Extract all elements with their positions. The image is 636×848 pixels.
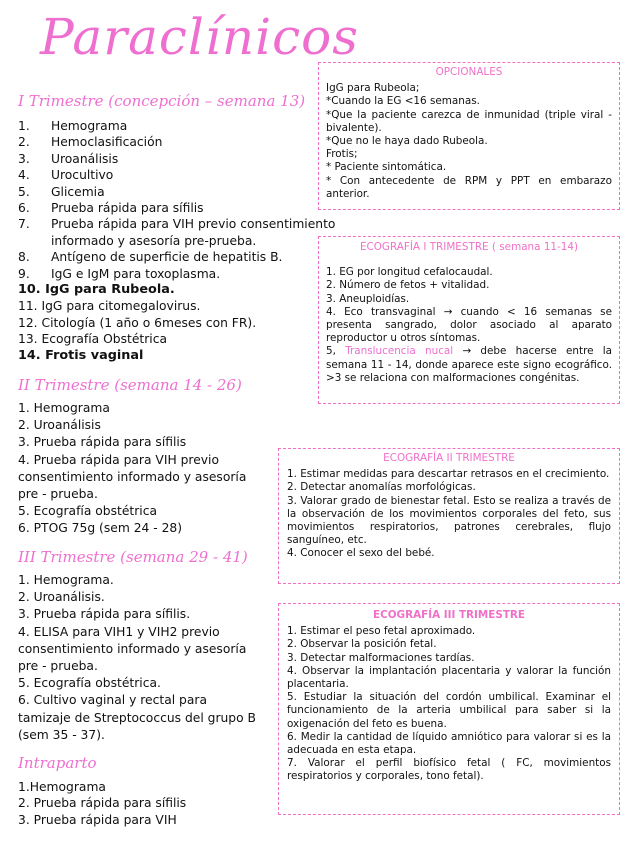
list-item: 6. Cultivo vaginal y rectal para tamizaje de Streptococcus del grupo B (sem 35 - 37). (18, 693, 256, 742)
item-number: 13. (18, 332, 38, 347)
item-number: 12. (18, 315, 38, 330)
box-line: 4. Observar la implantación placentaria y valorar la función placentaria. (287, 664, 611, 691)
item-text: Ecografía Obstétrica (41, 332, 167, 347)
list-item: 3. Prueba rápida para VIH (18, 812, 177, 827)
box-line: *Que la paciente carezca de inmunidad (triple viral - bivalente). (326, 108, 612, 134)
list-item: 4. ELISA para VIH1 y VIH2 previo consentimiento informado y asesoría pre - prueba. (18, 624, 247, 674)
box-line: 1. Estimar el peso fetal aproximado. (287, 625, 476, 638)
highlight-term: Translucencia nucal (345, 345, 454, 358)
ultrasound-second-trimester-box (278, 448, 620, 584)
list-item (18, 216, 335, 232)
item-number: 11. (18, 299, 38, 314)
item-text: Uroanálisis (51, 151, 119, 166)
trimester-1-heading: I Trimestre (concepción – semana 13) (18, 92, 306, 110)
item-text: Citología (1 año o 6meses con FR). (41, 315, 257, 330)
ultrasound-third-trimester-box (278, 603, 620, 815)
page-title: Paraclínicos (40, 8, 359, 66)
item-number: 6. (18, 201, 30, 216)
box-title: ECOGRAFÍA II TRIMESTRE (383, 452, 515, 464)
item-number: 7. (18, 217, 30, 232)
box-line: 6. Medir la cantidad de líquido amniótico para valorar si es la adecuada en esta etapa. (287, 730, 611, 757)
optional-tests-box (318, 62, 620, 210)
line-number: 5, (326, 345, 336, 358)
item-text: Antígeno de superficie de hepatitis B. (51, 250, 283, 265)
box-line: 2. Observar la posición fetal. (287, 638, 437, 651)
item-text: IgG para citomegalovirus. (41, 299, 201, 314)
box-line: * Paciente sintomática. (326, 161, 447, 174)
list-item: 1. Hemograma (18, 401, 110, 415)
list-item (18, 167, 335, 183)
item-text: Hemoclasificación (51, 135, 163, 150)
list-item (18, 200, 335, 216)
list-item (18, 233, 335, 249)
list-item (18, 348, 335, 364)
item-number: 9. (18, 266, 30, 281)
list-item (18, 331, 335, 347)
box-line: 1. EG por longitud cefalocaudal. (326, 266, 493, 279)
list-item (18, 249, 335, 265)
trimester-2-list (18, 400, 263, 538)
box-line: 3. Detectar malformaciones tardías. (287, 651, 475, 664)
box-line: 3. Valorar grado de bienestar fetal. Esto se realiza a través de la observación de los movimientos corporales del feto, sus movimientos respiratorios, patrones cerebrales, flujo sanguíneo, etc. (287, 494, 611, 547)
item-number: 14. (18, 347, 41, 363)
item-number: 10. (18, 282, 41, 298)
item-number: 2. (18, 135, 30, 150)
item-text: Prueba rápida para VIH previo consentimiento (51, 217, 336, 232)
item-text: IgG para Rubeola. (45, 282, 175, 298)
item-text: Urocultivo (51, 168, 114, 183)
box-title: OPCIONALES (435, 66, 503, 78)
item-number: 4. (18, 168, 30, 183)
item-number: 5. (18, 184, 30, 199)
box-line: 7. Valorar el perfil biofísico fetal ( FC, movimientos respiratorios y corporales, tono fetal). (287, 757, 611, 783)
box-line: *Que no le haya dado Rubeola. (326, 135, 488, 148)
item-text: IgG e IgM para toxoplasma. (51, 266, 221, 281)
box-line (326, 345, 612, 385)
list-item: 4. Prueba rápida para VIH previo consentimiento informado y asesoría pre - prueba. (18, 452, 247, 502)
box-line: *Cuando la EG <16 semanas. (326, 95, 480, 108)
item-text: Hemograma (51, 119, 128, 133)
item-number: 1. (18, 119, 30, 133)
list-item: 5. Ecografía obstétrica (18, 504, 157, 519)
box-line: IgG para Rubeola; (326, 82, 420, 95)
list-item: 6. PTOG 75g (sem 24 - 28) (18, 521, 183, 536)
box-title: ECOGRAFÍA I TRIMESTRE ( semana 11-14) (359, 241, 579, 253)
trimester-3-list (18, 572, 263, 744)
box-line: 5. Estudiar la situación del cordón umbilical. Examinar el funcionamiento de la arteria umbilical para saber si la oxigenación del feto es buena. (287, 691, 611, 730)
list-item: 3. Prueba rápida para sífilis (18, 435, 187, 450)
list-item (18, 134, 335, 150)
trimester-2-heading: II Trimestre (semana 14 - 26) (18, 376, 242, 394)
list-item (18, 298, 335, 314)
ultrasound-first-trimester-box (318, 236, 620, 404)
trimester-1-list (18, 118, 335, 364)
list-item: 2. Uroanálisis (18, 418, 101, 433)
item-text: Frotis vaginal (45, 347, 144, 363)
item-text: Glicemia (51, 184, 105, 199)
intraparto-heading: Intraparto (18, 754, 97, 772)
box-line: 4. Conocer el sexo del bebé. (287, 547, 435, 560)
box-line: 2. Detectar anomalías morfológicas. (287, 481, 476, 494)
trimester-3-heading: III Trimestre (semana 29 - 41) (18, 548, 248, 566)
box-line: 1. Estimar medidas para descartar retrasos en el crecimiento. (287, 468, 610, 481)
box-line: 4. Eco transvaginal → cuando < 16 semanas se presenta sangrado, dolor asociado al aparato reproductor u otros síntomas. (326, 305, 612, 345)
list-item: 3. Prueba rápida para sífilis. (18, 607, 191, 622)
intraparto-list (18, 779, 186, 828)
item-number: 8. (18, 250, 30, 265)
list-item: 1. Hemograma. (18, 573, 114, 587)
list-item (18, 266, 335, 282)
list-item (18, 184, 335, 200)
list-item: 2. Uroanálisis. (18, 590, 105, 605)
box-line: * Con antecedente de RPM y PPT en embarazo anterior. (326, 174, 612, 200)
item-text: informado y asesoría pre-prueba. (51, 233, 257, 248)
list-item: 2. Prueba rápida para sífilis (18, 796, 187, 811)
list-item: 1.Hemograma (18, 780, 106, 794)
item-number: 3. (18, 151, 30, 166)
list-item (18, 118, 335, 134)
box-line: 2. Número de fetos + vitalidad. (326, 279, 490, 292)
item-text: Prueba rápida para sífilis (51, 201, 204, 216)
list-item: 5. Ecografía obstétrica. (18, 676, 161, 691)
box-line: 3. Aneuploidías. (326, 292, 410, 305)
line-text: → debe hacerse entre la semana 11 - 14, donde aparece este signo ecográfico. >3 se relaciona con malformaciones congénitas. (326, 345, 613, 384)
list-item (18, 282, 335, 298)
box-line: Frotis; (326, 148, 358, 161)
list-item (18, 151, 335, 167)
box-title: ECOGRAFÍA III TRIMESTRE (372, 609, 526, 621)
list-item (18, 315, 335, 331)
